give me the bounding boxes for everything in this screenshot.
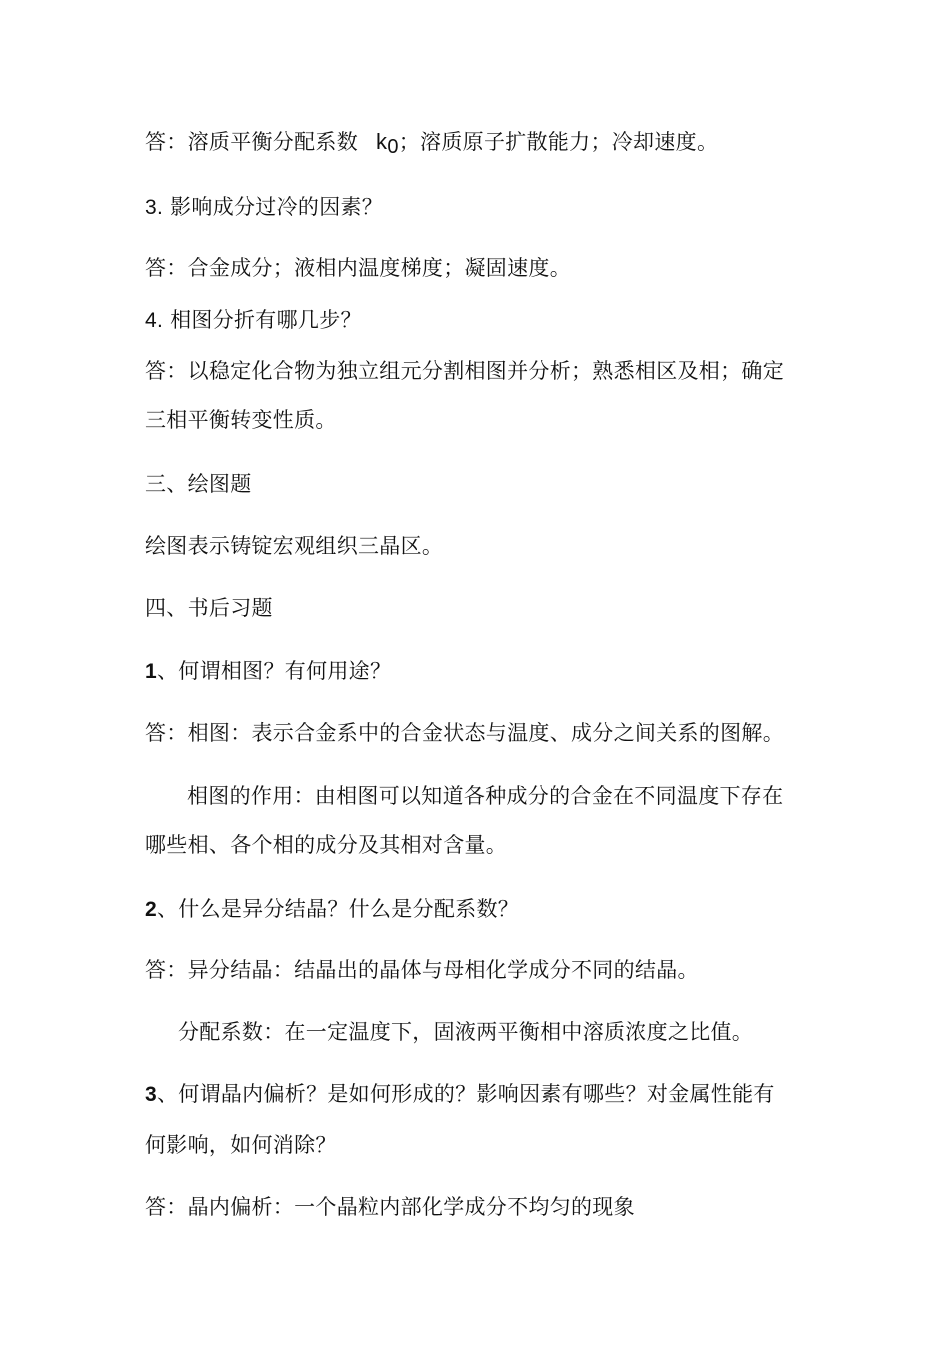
exercise-answer-2-definition <box>145 956 699 984</box>
answer-text: 答：晶内偏析：一个晶粒内部化学成分不均匀的现象 <box>145 1195 635 1219</box>
answer-factors-line <box>145 128 718 161</box>
task-text: 绘图表示铸锭宏观组织三晶区。 <box>145 534 444 558</box>
answer-text: 答：相图：表示合金系中的合金状态与温度、成分之间关系的图解。 <box>145 721 784 745</box>
exercise-question-3-line-2 <box>145 1131 337 1159</box>
question-text: 相图分折有哪几步？ <box>163 308 362 332</box>
answer-text: 三相平衡转变性质。 <box>145 408 337 432</box>
exercise-question-2 <box>145 895 519 924</box>
question-number: 1 <box>145 660 157 683</box>
question-text: 、什么是异分结晶？什么是分配系数？ <box>156 897 520 921</box>
drawing-task <box>145 532 443 560</box>
exercise-answer-1-definition <box>145 719 784 747</box>
question-number: 2 <box>145 898 157 921</box>
exercise-answer-1-usage-line-2 <box>145 831 507 859</box>
k0-symbol: $k_0$ <box>376 129 399 158</box>
question-text: 、何谓晶内偏析？是如何形成的？影响因素有哪些？对金属性能有 <box>156 1082 775 1106</box>
question-number: 3. <box>145 196 164 219</box>
answer-text: 答：以稳定化合物为独立组元分割相图并分析；熟悉相区及相；确定 <box>145 359 784 383</box>
answer-text: 相图的作用：由相图可以知道各种成分的合金在不同温度下存在 <box>187 784 784 808</box>
answer-text: 分配系数：在一定温度下，固液两平衡相中溶质浓度之比值。 <box>178 1020 754 1044</box>
answer-4-line-2 <box>145 406 337 434</box>
question-text: 影响成分过冷的因素？ <box>163 195 384 219</box>
exercise-question-3-line-1 <box>145 1080 775 1109</box>
question-text: 何影响，如何消除？ <box>145 1133 337 1157</box>
section-heading-drawing <box>145 470 252 498</box>
exercise-question-1 <box>145 657 391 686</box>
section-title: 四、书后习题 <box>145 596 273 620</box>
answer-text: 答：异分结晶：结晶出的晶体与母相化学成分不同的结晶。 <box>145 958 699 982</box>
answer-text-suffix: ；溶质原子扩散能力；冷却速度。 <box>398 130 719 154</box>
answer-3 <box>145 254 571 282</box>
question-number: 4. <box>145 309 164 332</box>
exercise-answer-3-definition <box>145 1193 635 1221</box>
question-4-phase-diagram-analysis <box>145 306 362 335</box>
answer-4-line-1 <box>145 357 784 385</box>
exercise-answer-1-usage-line-1 <box>187 782 783 810</box>
section-title: 三、绘图题 <box>145 472 252 496</box>
question-number: 3 <box>145 1083 157 1106</box>
answer-text: 答：合金成分；液相内温度梯度；凝固速度。 <box>145 256 571 280</box>
question-3-constitutional-supercooling <box>145 193 383 222</box>
answer-text-prefix: 答：溶质平衡分配系数 <box>145 130 358 154</box>
section-heading-textbook-exercises <box>145 594 273 622</box>
answer-text: 哪些相、各个相的成分及其相对含量。 <box>145 833 508 857</box>
question-text: 、何谓相图？有何用途？ <box>156 659 392 683</box>
exercise-answer-2-coefficient <box>178 1018 753 1046</box>
